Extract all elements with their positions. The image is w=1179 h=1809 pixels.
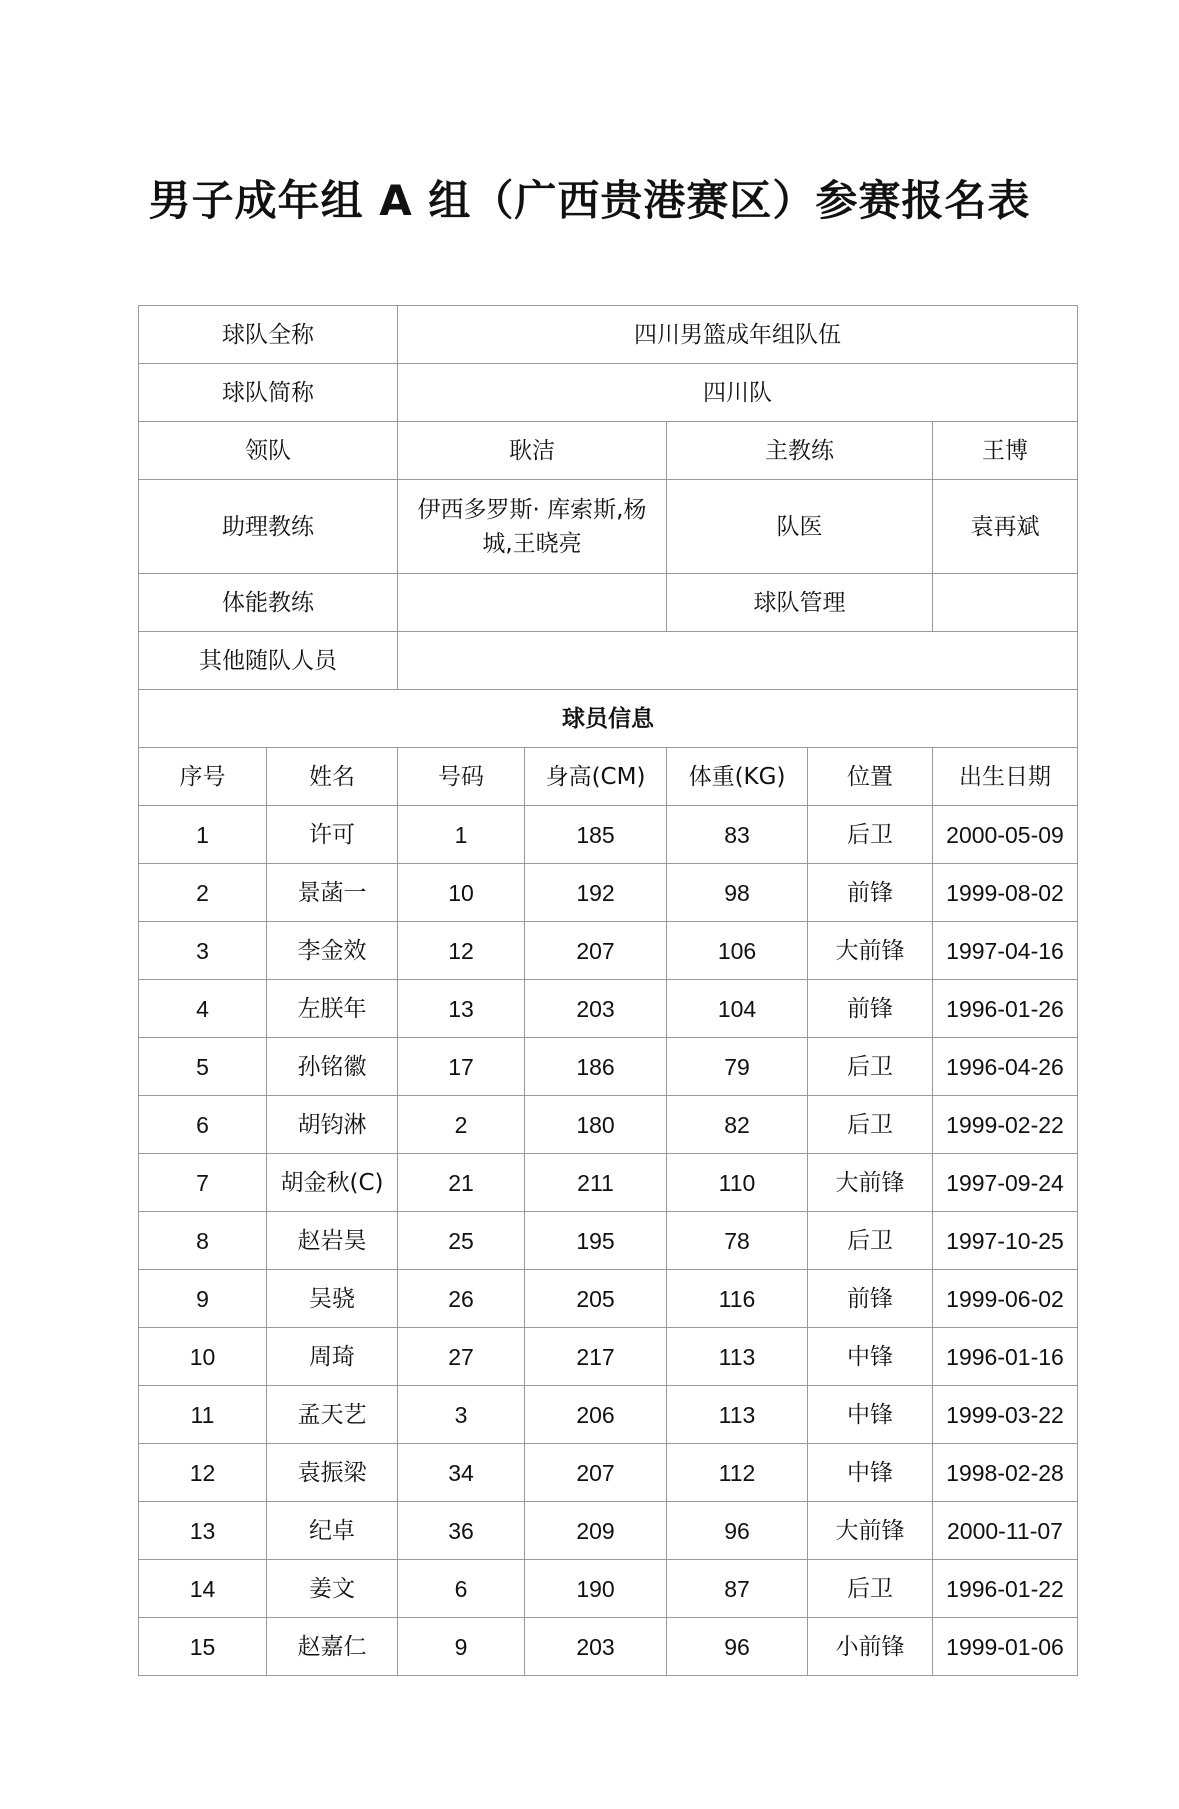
table-row xyxy=(139,1038,1078,1096)
player-position: 中锋 xyxy=(808,1328,933,1386)
player-index: 10 xyxy=(139,1328,267,1386)
table-row xyxy=(139,1212,1078,1270)
fitness-coach-label: 体能教练 xyxy=(139,574,398,632)
page-title: 男子成年组 A 组（广西贵港赛区）参赛报名表 xyxy=(148,176,1031,225)
player-weight: 98 xyxy=(667,864,808,922)
player-height: 207 xyxy=(525,922,667,980)
player-name: 吴骁 xyxy=(267,1270,398,1328)
player-birthdate: 1997-04-16 xyxy=(933,922,1078,980)
player-birthdate: 1999-02-22 xyxy=(933,1096,1078,1154)
player-position: 后卫 xyxy=(808,1212,933,1270)
player-name: 袁振梁 xyxy=(267,1444,398,1502)
player-position: 大前锋 xyxy=(808,1154,933,1212)
col-position-header: 位置 xyxy=(808,748,933,806)
player-number: 21 xyxy=(398,1154,525,1212)
player-number: 12 xyxy=(398,922,525,980)
table-row xyxy=(139,806,1078,864)
leader-row xyxy=(139,422,1078,480)
player-birthdate: 1999-06-02 xyxy=(933,1270,1078,1328)
player-weight: 79 xyxy=(667,1038,808,1096)
other-staff-label: 其他随队人员 xyxy=(139,632,398,690)
player-height: 206 xyxy=(525,1386,667,1444)
player-name: 纪卓 xyxy=(267,1502,398,1560)
player-position: 中锋 xyxy=(808,1444,933,1502)
assistant-coach-value: 伊西多罗斯· 库索斯,杨城,王晓亮 xyxy=(398,480,667,574)
player-name: 胡钧淋 xyxy=(267,1096,398,1154)
player-birthdate: 1999-03-22 xyxy=(933,1386,1078,1444)
col-weight-header: 体重(KG) xyxy=(667,748,808,806)
player-height: 192 xyxy=(525,864,667,922)
player-height: 209 xyxy=(525,1502,667,1560)
players-section-row xyxy=(139,690,1078,748)
player-weight: 106 xyxy=(667,922,808,980)
player-name: 赵嘉仁 xyxy=(267,1618,398,1676)
player-birthdate: 1996-04-26 xyxy=(933,1038,1078,1096)
player-number: 25 xyxy=(398,1212,525,1270)
table-row xyxy=(139,864,1078,922)
players-section-title: 球员信息 xyxy=(139,690,1078,748)
player-index: 3 xyxy=(139,922,267,980)
player-birthdate: 1996-01-16 xyxy=(933,1328,1078,1386)
player-name: 孟天艺 xyxy=(267,1386,398,1444)
head-coach-value: 王博 xyxy=(933,422,1078,480)
col-name-header: 姓名 xyxy=(267,748,398,806)
player-birthdate: 1998-02-28 xyxy=(933,1444,1078,1502)
table-row xyxy=(139,1444,1078,1502)
player-index: 5 xyxy=(139,1038,267,1096)
player-name: 李金效 xyxy=(267,922,398,980)
player-number: 26 xyxy=(398,1270,525,1328)
player-table-header xyxy=(139,748,1078,806)
player-index: 11 xyxy=(139,1386,267,1444)
player-height: 203 xyxy=(525,980,667,1038)
player-position: 前锋 xyxy=(808,864,933,922)
manager-value xyxy=(933,574,1078,632)
table-row xyxy=(139,922,1078,980)
team-full-name-value: 四川男篮成年组队伍 xyxy=(398,306,1078,364)
col-index-header: 序号 xyxy=(139,748,267,806)
player-birthdate: 1996-01-22 xyxy=(933,1560,1078,1618)
player-height: 207 xyxy=(525,1444,667,1502)
player-position: 大前锋 xyxy=(808,922,933,980)
player-index: 12 xyxy=(139,1444,267,1502)
doctor-value: 袁再斌 xyxy=(933,480,1078,574)
player-weight: 112 xyxy=(667,1444,808,1502)
player-number: 34 xyxy=(398,1444,525,1502)
player-height: 211 xyxy=(525,1154,667,1212)
player-birthdate: 1996-01-26 xyxy=(933,980,1078,1038)
player-index: 6 xyxy=(139,1096,267,1154)
player-height: 185 xyxy=(525,806,667,864)
player-weight: 87 xyxy=(667,1560,808,1618)
player-position: 小前锋 xyxy=(808,1618,933,1676)
other-staff-row xyxy=(139,632,1078,690)
player-number: 27 xyxy=(398,1328,525,1386)
player-height: 186 xyxy=(525,1038,667,1096)
table-row xyxy=(139,1096,1078,1154)
player-number: 3 xyxy=(398,1386,525,1444)
player-position: 后卫 xyxy=(808,1560,933,1618)
player-number: 10 xyxy=(398,864,525,922)
table-row xyxy=(139,980,1078,1038)
player-index: 15 xyxy=(139,1618,267,1676)
head-coach-label: 主教练 xyxy=(667,422,933,480)
manager-label: 球队管理 xyxy=(667,574,933,632)
player-index: 4 xyxy=(139,980,267,1038)
leader-label: 领队 xyxy=(139,422,398,480)
player-index: 14 xyxy=(139,1560,267,1618)
player-position: 中锋 xyxy=(808,1386,933,1444)
player-number: 13 xyxy=(398,980,525,1038)
player-number: 2 xyxy=(398,1096,525,1154)
player-number: 9 xyxy=(398,1618,525,1676)
col-height-header: 身高(CM) xyxy=(525,748,667,806)
player-birthdate: 1999-08-02 xyxy=(933,864,1078,922)
player-number: 36 xyxy=(398,1502,525,1560)
player-index: 1 xyxy=(139,806,267,864)
player-number: 1 xyxy=(398,806,525,864)
fitness-coach-value xyxy=(398,574,667,632)
player-name: 许可 xyxy=(267,806,398,864)
team-short-name-row xyxy=(139,364,1078,422)
player-weight: 78 xyxy=(667,1212,808,1270)
other-staff-value xyxy=(398,632,1078,690)
player-index: 8 xyxy=(139,1212,267,1270)
player-number: 17 xyxy=(398,1038,525,1096)
player-index: 7 xyxy=(139,1154,267,1212)
fitness-coach-row xyxy=(139,574,1078,632)
player-name: 赵岩昊 xyxy=(267,1212,398,1270)
player-weight: 113 xyxy=(667,1328,808,1386)
player-height: 195 xyxy=(525,1212,667,1270)
player-birthdate: 1997-09-24 xyxy=(933,1154,1078,1212)
player-weight: 83 xyxy=(667,806,808,864)
player-position: 前锋 xyxy=(808,1270,933,1328)
player-name: 周琦 xyxy=(267,1328,398,1386)
player-position: 后卫 xyxy=(808,1096,933,1154)
team-short-name-value: 四川队 xyxy=(398,364,1078,422)
table-row xyxy=(139,1502,1078,1560)
player-weight: 96 xyxy=(667,1618,808,1676)
player-birthdate: 2000-11-07 xyxy=(933,1502,1078,1560)
player-height: 205 xyxy=(525,1270,667,1328)
player-index: 2 xyxy=(139,864,267,922)
player-name: 景菡一 xyxy=(267,864,398,922)
player-weight: 110 xyxy=(667,1154,808,1212)
table-row xyxy=(139,1618,1078,1676)
assistant-coach-row xyxy=(139,480,1078,574)
player-height: 190 xyxy=(525,1560,667,1618)
col-number-header: 号码 xyxy=(398,748,525,806)
registration-table xyxy=(138,305,1078,1676)
player-name: 孙铭徽 xyxy=(267,1038,398,1096)
player-position: 前锋 xyxy=(808,980,933,1038)
player-position: 大前锋 xyxy=(808,1502,933,1560)
player-birthdate: 2000-05-09 xyxy=(933,806,1078,864)
player-height: 180 xyxy=(525,1096,667,1154)
player-weight: 104 xyxy=(667,980,808,1038)
player-weight: 113 xyxy=(667,1386,808,1444)
player-index: 9 xyxy=(139,1270,267,1328)
team-full-name-label: 球队全称 xyxy=(139,306,398,364)
player-name: 左朕年 xyxy=(267,980,398,1038)
player-position: 后卫 xyxy=(808,1038,933,1096)
player-name: 胡金秋(C) xyxy=(267,1154,398,1212)
player-height: 203 xyxy=(525,1618,667,1676)
player-index: 13 xyxy=(139,1502,267,1560)
team-short-name-label: 球队简称 xyxy=(139,364,398,422)
col-birthdate-header: 出生日期 xyxy=(933,748,1078,806)
table-row xyxy=(139,1328,1078,1386)
player-weight: 82 xyxy=(667,1096,808,1154)
player-name: 姜文 xyxy=(267,1560,398,1618)
player-height: 217 xyxy=(525,1328,667,1386)
assistant-coach-label: 助理教练 xyxy=(139,480,398,574)
player-position: 后卫 xyxy=(808,806,933,864)
player-weight: 96 xyxy=(667,1502,808,1560)
leader-value: 耿洁 xyxy=(398,422,667,480)
doctor-label: 队医 xyxy=(667,480,933,574)
player-weight: 116 xyxy=(667,1270,808,1328)
team-full-name-row xyxy=(139,306,1078,364)
table-row xyxy=(139,1560,1078,1618)
table-row xyxy=(139,1270,1078,1328)
player-number: 6 xyxy=(398,1560,525,1618)
player-birthdate: 1999-01-06 xyxy=(933,1618,1078,1676)
player-birthdate: 1997-10-25 xyxy=(933,1212,1078,1270)
table-row xyxy=(139,1154,1078,1212)
table-row xyxy=(139,1386,1078,1444)
